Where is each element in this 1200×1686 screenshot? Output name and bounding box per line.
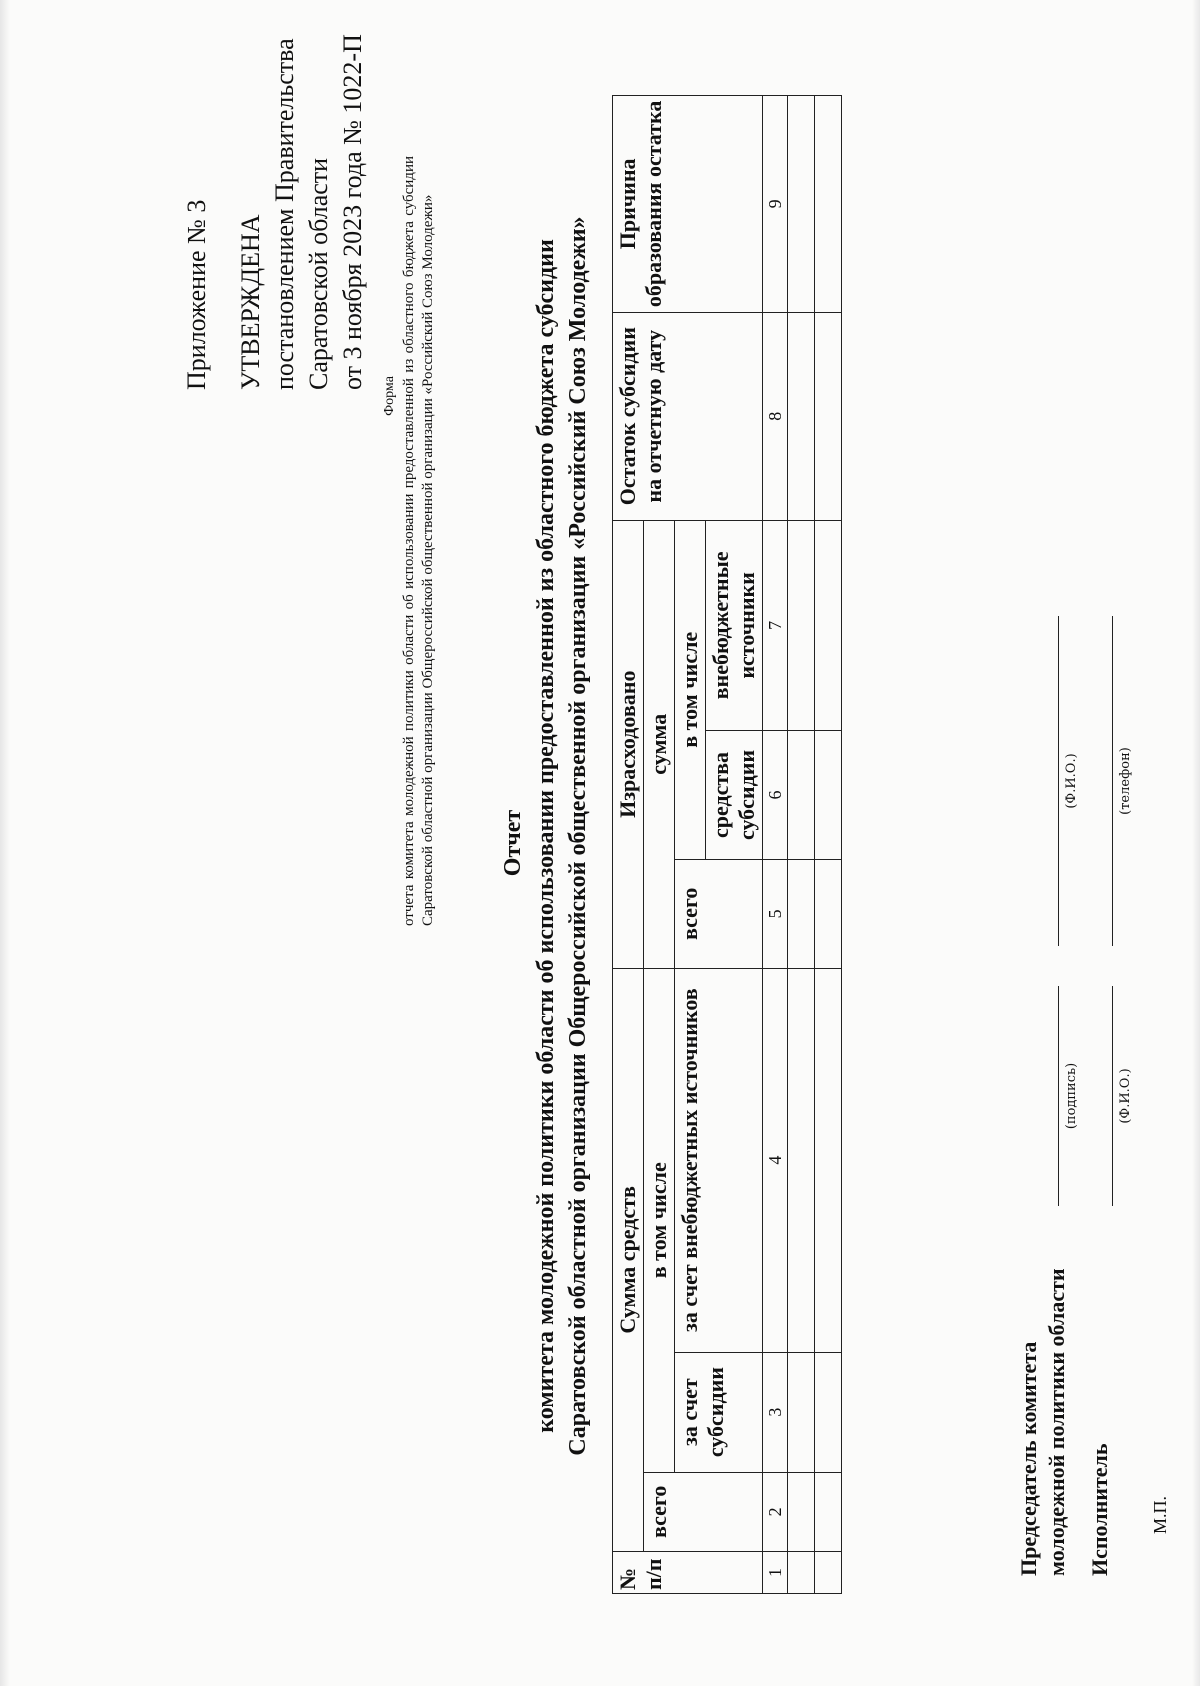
col-number: 8 [763, 312, 788, 520]
table-cell[interactable] [788, 1472, 815, 1551]
report-table [612, 95, 842, 1594]
form-label: Форма [382, 376, 397, 416]
header-sum-funds: Сумма средств [613, 968, 644, 1551]
table-row [815, 96, 842, 1594]
header-reason: Причина образования остатка [613, 96, 763, 313]
header-incl: в том числе [644, 968, 675, 1472]
table-cell[interactable] [788, 1551, 815, 1593]
table-cell[interactable] [815, 859, 842, 968]
col-number: 9 [763, 96, 788, 313]
header-incl-2: в том числе [675, 520, 706, 859]
column-number-row [763, 96, 788, 1594]
appendix-label: Приложение № 3 [182, 199, 211, 390]
table-cell[interactable] [788, 859, 815, 968]
signature-caption: (подпись) [1064, 1062, 1079, 1130]
chair-line-1: Председатель комитета [1016, 1341, 1041, 1576]
table-cell[interactable] [788, 1352, 815, 1472]
table-cell[interactable] [788, 96, 815, 313]
chair-line-2: молодежной политики области [1044, 1268, 1069, 1576]
col-number: 5 [763, 859, 788, 968]
table-cell[interactable] [815, 1472, 842, 1551]
report-subtitle-line-2: Саратовской областной организации Общероссийской общественной организации «Российский Союз Молодежи» [565, 216, 591, 1456]
col-number: 2 [763, 1472, 788, 1551]
header-sum: сумма [644, 520, 675, 968]
header-subsidy: за счет субсидии [675, 1352, 763, 1472]
report-subtitle-line-1: комитета молодежной политики области об использовании предоставленной из областного бюджета субсидии [533, 239, 559, 1433]
table-cell[interactable] [815, 96, 842, 313]
chair-fio-caption: (Ф.И.О.) [1064, 753, 1079, 809]
report-title: Отчет [500, 809, 526, 877]
table-cell[interactable] [788, 731, 815, 860]
header-extra-2: внебюджетные источники [706, 520, 763, 730]
header-no: № п/п [613, 1551, 763, 1593]
table-cell[interactable] [815, 1551, 842, 1593]
header-balance: Остаток субсидии на отчетную дату [613, 312, 763, 520]
approval-block [180, 20, 370, 390]
approval-line-2: Саратовской области [304, 157, 333, 390]
header-subsidy-funds: средства субсидии [706, 731, 763, 860]
col-number: 1 [763, 1551, 788, 1593]
table-row [788, 96, 815, 1594]
table-cell[interactable] [815, 968, 842, 1352]
col-number: 7 [763, 520, 788, 730]
table-cell[interactable] [815, 520, 842, 730]
col-number: 3 [763, 1352, 788, 1472]
stamp-label: М.П. [1150, 1495, 1170, 1534]
phone-line[interactable] [1112, 616, 1113, 946]
header-total-2: всего [675, 859, 763, 968]
form-description: отчета комитета молодежной политики области об использовании предоставленной из областного бюджета субсидии Саратовской областной организации Общероссийской общественной организации «Российский Союз Молодежи» [401, 156, 436, 926]
report-subtitle [530, 96, 594, 1576]
approved-label: УТВЕРЖДЕНА [236, 214, 265, 390]
table-cell[interactable] [815, 1352, 842, 1472]
approval-line-3: от 3 ноября 2023 года № 1022-П [338, 34, 367, 390]
table-cell[interactable] [788, 968, 815, 1352]
chair-fio-line[interactable] [1058, 616, 1059, 946]
table-cell[interactable] [815, 312, 842, 520]
signature-line[interactable] [1058, 986, 1059, 1206]
header-extra: за счет внебюджетных источников [675, 968, 763, 1352]
phone-caption: (телефон) [1118, 747, 1133, 815]
table-cell[interactable] [788, 520, 815, 730]
col-number: 4 [763, 968, 788, 1352]
approval-line-1: постановлением Правительства [270, 38, 299, 390]
table-cell[interactable] [788, 312, 815, 520]
chair-title [1015, 1268, 1071, 1576]
executor-fio-line[interactable] [1112, 986, 1113, 1206]
header-spent: Израсходовано [613, 520, 644, 968]
executor-label: Исполнитель [1087, 1443, 1112, 1576]
table-cell[interactable] [815, 731, 842, 860]
executor-fio-caption: (Ф.И.О.) [1118, 1068, 1133, 1124]
col-number: 6 [763, 731, 788, 860]
header-total: всего [644, 1472, 763, 1551]
